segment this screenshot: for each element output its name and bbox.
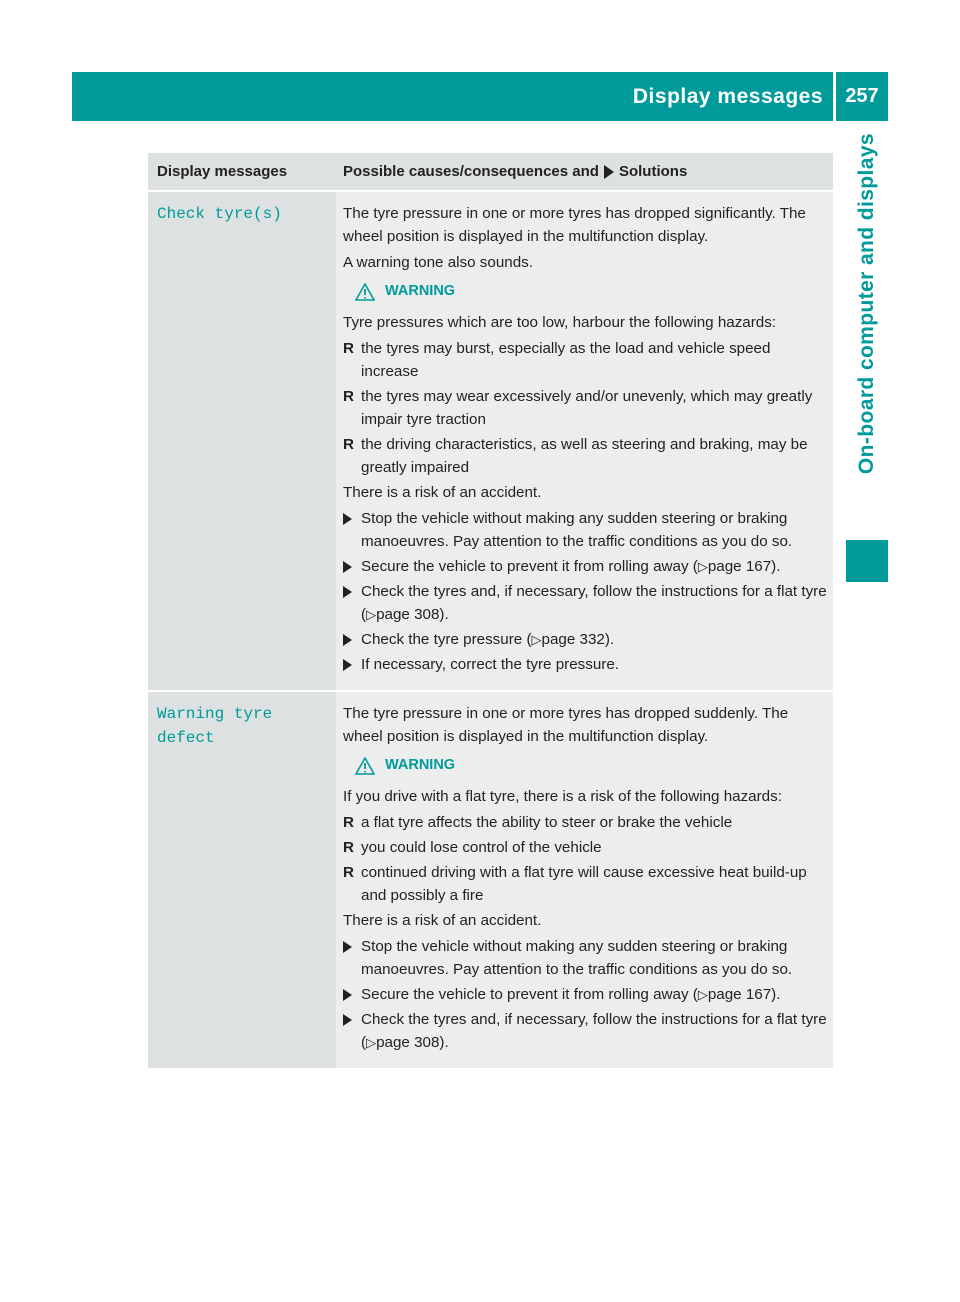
arrow-right-icon [604,165,614,179]
step-arrow-icon [343,653,361,676]
step-arrow-icon [343,555,361,578]
bullet-text: the driving characteristics, as well as steering and braking, may be greatly impaired [361,436,808,476]
step-arrow-icon [343,507,361,553]
step-item [343,580,827,626]
step-text [361,1008,827,1054]
intro-paragraph: The tyre pressure in one or more tyres has dropped suddenly. The wheel position is displayed in the multifunction display. [343,705,789,745]
messages-table [148,153,833,1068]
step-text-after: ). [771,558,781,575]
bullet-icon: R [343,388,354,405]
step-arrow-icon [343,983,361,1006]
step-text [361,580,827,626]
bullet-item [343,811,827,834]
risk-text: There is a risk of an accident. [343,484,542,501]
warning-heading [355,754,827,777]
table-row [148,190,833,690]
page-ref-icon: ▷ [697,987,708,1002]
table-row [148,690,833,1068]
col-header-solutions-suffix: Solutions [618,163,688,180]
step-text-after: ). [439,606,449,623]
warning-label: WARNING [385,757,456,773]
page-ref-icon: ▷ [531,632,542,647]
step-text-before: Secure the vehicle to prevent it from rolling away ( [361,986,698,1003]
bullet-item [343,385,827,431]
step-item [343,653,827,676]
page-reference: page 167 [707,986,772,1003]
warning-label: WARNING [385,283,456,299]
intro-paragraph: A warning tone also sounds. [343,254,533,271]
solutions-cell [336,192,833,690]
page-reference: page 167 [707,558,772,575]
bullet-text: continued driving with a flat tyre will cause excessive heat build-up and possibly a fire [361,864,807,904]
step-item [343,628,827,651]
bullet-text: you could lose control of the vehicle [361,839,602,856]
page-reference: page 332 [541,631,605,648]
step-text-after: ). [439,1034,449,1051]
bullet-item [343,836,827,859]
bullet-text: a flat tyre affects the ability to steer or brake the vehicle [361,814,733,831]
step-text [361,628,827,651]
table-header [148,153,833,190]
chapter-tab [846,121,888,585]
section-title: Display messages [633,72,836,121]
chapter-marker [846,540,888,582]
message-cell [148,192,336,690]
intro-paragraph: The tyre pressure in one or more tyres has dropped significantly. The wheel position is displayed in the multifunction display. [343,205,806,245]
bullet-item [343,337,827,383]
bullet-icon: R [343,864,354,881]
page-ref-icon: ▷ [366,607,377,622]
step-text-before: Check the tyres and, if necessary, follow the instructions for a flat tyre ( [361,583,827,623]
col-header-solutions-prefix: Possible causes/consequences and [343,163,599,180]
header-bar [72,72,888,121]
step-item [343,555,827,578]
warning-triangle-icon [355,757,375,775]
step-arrow-icon [343,628,361,651]
bullet-icon: R [343,814,354,831]
message-cell [148,692,336,1068]
bullet-icon: R [343,839,354,856]
hazard-intro: Tyre pressures which are too low, harbour the following hazards: [343,314,777,331]
step-text: If necessary, correct the tyre pressure. [361,656,620,673]
risk-text: There is a risk of an accident. [343,912,542,929]
step-text-before: Check the tyre pressure ( [361,631,532,648]
step-text-after: ). [771,986,781,1003]
step-item [343,1008,827,1054]
col-header-solutions [336,160,833,183]
bullet-item [343,861,827,907]
step-text [361,983,827,1006]
step-text-before: Secure the vehicle to prevent it from rolling away ( [361,558,698,575]
step-text: Stop the vehicle without making any sudden steering or braking manoeuvres. Pay attention to the traffic conditions as you do so. [361,938,793,978]
bullet-item [343,433,827,479]
table-body [148,190,833,1068]
step-text [361,555,827,578]
step-arrow-icon [343,580,361,626]
step-item [343,983,827,1006]
bullet-text: the tyres may wear excessively and/or unevenly, which may greatly impair tyre traction [361,388,813,428]
step-text-before: Check the tyres and, if necessary, follow the instructions for a flat tyre ( [361,1011,827,1051]
col-header-messages: Display messages [157,163,288,180]
bullet-icon: R [343,436,354,453]
step-item [343,507,827,553]
solutions-cell [336,692,833,1068]
step-text: Stop the vehicle without making any sudden steering or braking manoeuvres. Pay attention to the traffic conditions as you do so. [361,510,793,550]
step-item [343,935,827,981]
page-reference: page 308 [376,1034,440,1051]
chapter-tab-label: On-board computer and displays [855,133,878,475]
bullet-icon: R [343,340,354,357]
step-arrow-icon [343,935,361,981]
display-message-text: Check tyre(s) [157,205,282,223]
step-text-after: ). [604,631,615,648]
step-arrow-icon [343,1008,361,1054]
page-number: 257 [845,85,879,107]
bullet-text: the tyres may burst, especially as the load and vehicle speed increase [361,340,771,380]
warning-triangle-icon [355,283,375,301]
hazard-intro: If you drive with a flat tyre, there is a risk of the following hazards: [343,788,782,805]
page-ref-icon: ▷ [697,559,708,574]
warning-heading [355,280,827,303]
page-ref-icon: ▷ [366,1035,377,1050]
display-message-text: Warning tyre defect [157,705,273,747]
page-reference: page 308 [376,606,440,623]
